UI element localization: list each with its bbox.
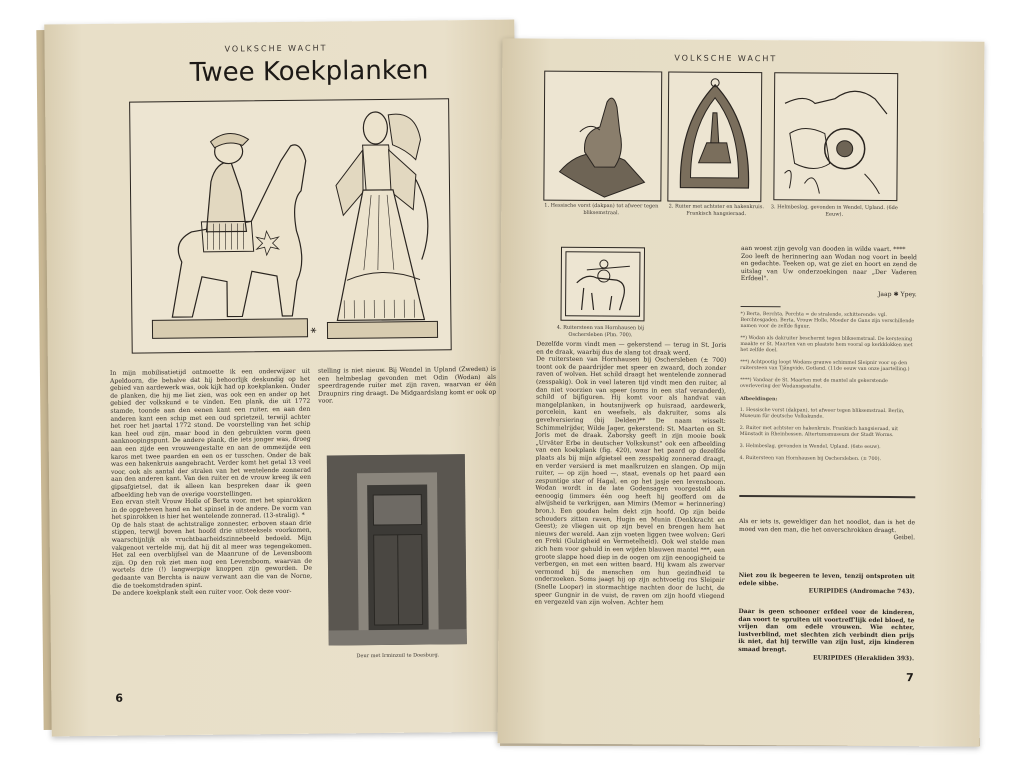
quote-text: Niet zou ik begeeren te leven, tenzij ontsproten uit edele sibbe.: [738, 571, 915, 587]
section-divider: [739, 495, 915, 498]
svg-text:⚹: ⚹: [310, 324, 317, 336]
photo-caption: Deur met Irminzuil te Doesburg.: [356, 652, 440, 660]
right-page: [498, 38, 985, 746]
afbeelding-item: 3. Helmbeslag, gevonden in Wendel, Upland. (6ste eeuw).: [739, 443, 881, 450]
article-continuation-top: [741, 245, 917, 284]
figure-4-caption: 4. Ruitersteen van Hornhausen bij Oschersleben (Plm. 700).: [556, 324, 645, 338]
paragraph: Dezelfde vorm vindt men — gekerstend — terug in St. Joris en de draak, waarbij dus de slang tot draak werd.: [536, 340, 727, 357]
rider-and-woman-illustration: [130, 99, 451, 352]
afbeelding-item: 2. Ruiter met achtster en hakenkruis. Frankisch hangsieraad, uit Münstadt in Rheinhessen. Altertumsmuseum der Stadt Worms.: [739, 425, 899, 439]
quote-author: EURIPIDES (Herakliden 393).: [813, 654, 915, 662]
article-main-column: [535, 341, 727, 608]
figure-1-dakpan: [543, 71, 662, 202]
quote-text: Als er iets is, geweldiger dan het noodlot, dan is het de moed van den man, die het onverschrokken draagt.: [739, 517, 916, 534]
figure-3-caption: 3. Helmbeslag, gevonden in Wendel, Upland. (6de Eeuw).: [770, 204, 898, 218]
euripides-quote-2: [738, 608, 914, 662]
running-head: VOLKSCHE WACHT: [674, 53, 778, 64]
left-page: [44, 20, 521, 737]
quote-text: Daar is geen schooner erfdeel voor de kinderen, dan voort te spruiten uit voortreff'lijk edel bloed, te vrijen dan om edele vrouwen. Wie echter, lustverblind, met slechten zich verbindt dien prijs ik niet, dat hij terwille van zijn lust, zijn kinderen smaad brengt.: [738, 607, 915, 654]
paragraph: stelling is niet nieuw. Bij Wendel in Upland (Zweden) is een helmbeslag gevonden met Odin (Wodan) als speerdragende ruiter met zijn raven, waarvan er één Draupnirs ring draagt. De Midgaardslang komt er ook op voor.: [317, 365, 497, 406]
footnote: ***) Achtpootig loopt Wodans grauwe schimmel Sleipnir voor op den ruitersteen van Tjängvide, Gotland. (11de eeuw van onze jaartelling.): [740, 359, 910, 373]
afbeelding-item: 4. Ruitersteen van Hornhausen bij Oschersleben. (± 700).: [739, 455, 882, 462]
koekplanken-illustration: [129, 98, 452, 353]
figure-2-caption: 2. Ruiter met achtster en hakenkruis. Frankisch hangsieraad.: [668, 203, 764, 217]
paragraph: Op de hals staat de achtstralige zonnester, erboven staan drie stippen, terwijl boven het hoofd drie uitsteeksels voorkomen, waarschijnlijk als vruchtbaarheidszinnebeeld bedoeld. Mijn vakgenoot vertelde mij, dat hij dit al meer was tegengekomen. Het zal een overblijfsel van de Maanrune of de Levensboom zijn. Op den rok ziet men nog een Levensboom, waarvan de wortels drie (!) langwerpige knoppen zijn geworden. De gedaante van Berchta is nauw verwant aan die van de Norne, die de toekomstdraden spint.: [111, 519, 313, 590]
paragraph: aan woest zijn gevolg van dooden in wilde vaart. ****: [740, 244, 906, 254]
page-title: Twee Koekplanken: [189, 55, 429, 88]
afbeeldingen-heading: Afbeeldingen:: [739, 395, 778, 403]
page-number: 7: [905, 671, 914, 685]
paragraph: Een ervan stelt Vrouw Holle of Berta voor, met het spinrokken in de opgeheven hand en het spinsel in de andere. De vorm van het spinrokken is hier het wentelende zonnerad. (13-stralig). *: [111, 496, 312, 522]
footnote: *) Berta, Berchta, Perchta = de stralende, schitterende: vgl. Berchtesgaden. Berta, Vrouw Holle, Moeder de Gans zijn verschillende namen voor de zelfde figuur.: [740, 311, 915, 330]
footnote-divider: [741, 306, 781, 307]
quote-author: Geibel.: [893, 534, 916, 542]
figure-2-hangsieraad: [667, 71, 762, 202]
article-column-2: [318, 366, 496, 406]
door-photo: [327, 454, 467, 645]
paragraph: De andere koekplank stelt een ruiter voor. Ook deze voor-: [112, 588, 292, 598]
page-number: 6: [115, 691, 124, 705]
figure-4-ruitersteen: [560, 247, 645, 322]
figure-1-caption: 1. Hessische vorst (dakpan) tot afweer tegen bliksemstraal.: [544, 202, 659, 216]
running-head: VOLKSCHE WACHT: [224, 43, 328, 54]
afbeelding-item: 1. Hessische vorst (dakpan), tot afweer tegen bliksemstraal. Berlin, Museum für deutsche Volkskunde.: [739, 407, 905, 420]
paragraph: In mijn mobilisatietijd ontmoette ik een onderwijzer uit Apeldoorn, die behalve dat hij behoorlijk deskundig op het gebied van aardewerk was, ook kijk had op koekplanken. Onder de planken, die hij me liet zien, was ook een en ander op het gebied der volkskund e te vinden. Een plank, die uit 1772 stamde, toonde aan den eenen kant een ruiter, en aan den anderen kant een schip met een oud sprietzeil, terwijl achter het roer het jaartal 1772 stond. De voorstelling van het schip kan heel oud zijn, maar bood in den gebruikten vorm geen aanknoopingspunt. De andere plank, die iets jonger was, droeg aan een zijde een vrouwengestalte en aan de ommezijde een karos met twee paarden en een os er tusschen. Onder de bak was een hakenkruis aangebracht. Verder komt het getal 13 veel voor, ook als aantal der stralen van het wentelende zonnerad aan den anderen kant. Van den ruiter en de vrouw kreeg ik een gipsafgietsel, dat ik alleen kan bespreken daar ik geen afbeelding heb van de overige voorstellingen.: [109, 367, 312, 499]
geibel-quote: [739, 518, 915, 542]
euripides-quote-1: [739, 572, 915, 596]
paragraph: Zoo leeft de herinnering aan Wodan nog voort in beeld en gedachte. Teeken op, wat ge ziet en hoort en zend de uitslag van Uw onderzoekingen naar „Der Vaderen Erfdeel".: [740, 252, 917, 283]
footnotes: [739, 312, 916, 469]
footnote: **) Wodan als dakruiter beschermt tegen bliksemstraal. De kerstening maakte er St. Maarten van en plaatste hem vooral op kerkklokken met het zelfde doel.: [740, 335, 913, 354]
article-column-1: [110, 368, 312, 598]
footnote: ****) Vandaar de St. Maarten met de mantel als gekerstende overlevering der Wodansgestalte.: [740, 377, 888, 390]
figure-3-helmbeslag: [773, 72, 898, 201]
quote-author: EURIPIDES (Andromache 743).: [808, 587, 915, 596]
paragraph: De ruitersteen van Hornhausen bij Oschersleben (± 700) toont ook de paardrijder met speer en zwaard, doch zonder raven of wolven. Het schild draagt het wentelende zonnerad (zesspakig). Ook in veel lateren tijd vindt men den ruiter, al dan niet voorzien van speer (soms in een staf veranderd), schild of bijfiguren. Hij komt voor als handvat van mangelplanken, in houtsnijwerk op huisraad, aardewerk, porcelein, kant en weefsels, als dakruiter, soms als gevelversiering (bij Delden)** De naam wisselt: Schimmelrijder, Wilde Jager, gekerstend: St. Maarten en St. Joris met de draak. Zaborsky geeft in zijn mooie boek „Urväter Erbe in deutscher Volkskunst" ook een afbeelding van een koekplank (fig. 420), waar het paard op dezelfde plaats als bij mijn afgietsel een zesspakig zonnerad draagt, en verder versierd is met maalkruizen en slangen. Op mijn ruiter, — op zijn hoed —, staat, evenals op het paard een zespuntige ster of Hagal, en op het jasje een levensboom. Wodan wordt in de late Godensagen voorgesteld als eenoogig (immers één oog heeft hij geofferd om de alwijsheid te verkrijgen, aan Mimirs (Memor = herinnering) bron.). Een gouden helm dekt zijn hoofd. Op zijn beide schouders zitten raven, Hugin en Munin (Denkkracht en Geest); ze vliegen uit op zijn bevel en brengen hem het nieuws der wereld. Aan zijn voeten liggen twee wolven: Geri en Freki (Gulzigheid en Vermetelheid). Ook wel stelde men zich hem voor gehuld in een wijden blauwen mantel ***, een groote slappe hoed diep in de oogen om zijn eenoogigheid te verbergen, en met een witten baard. Hij kwam als zwerver vermomd bij de menschen om hun gezindheid te onderzoeken. Soms jaagt hij op zijn achtvoetig ros Sleipnir (Snelle Looper) in stormachtige nachten door de lucht, de speer Gungnir in de vuist, de raven om zijn hoofd vliegend en vergezeld van zijn wolven. Achter hem: [534, 355, 727, 607]
author-signature: Jaap ✱ Ypey.: [877, 290, 917, 299]
